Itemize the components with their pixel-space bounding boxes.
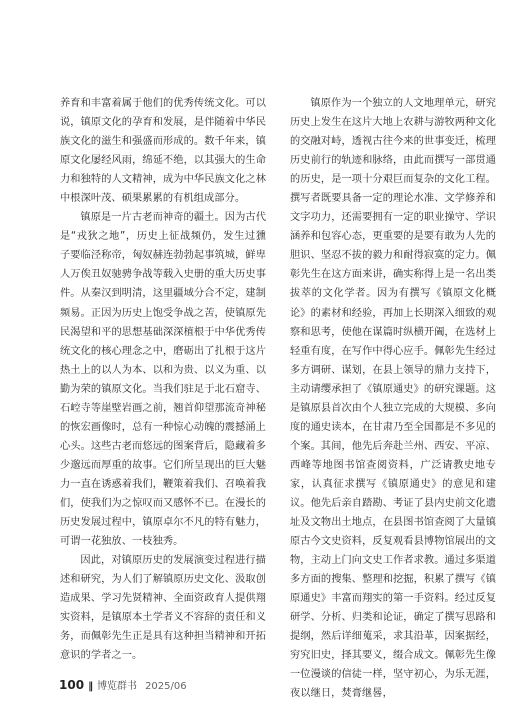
page-number: 100	[59, 678, 85, 692]
magazine-name: 博览群书	[97, 681, 138, 692]
left-text-column	[60, 94, 266, 665]
right-text-column	[290, 94, 496, 704]
body-paragraph: 镇原是一片古老而神奇的疆土。因为古代是“戎狄之地”，历史上征战频仍，发生过獯子要临泾称帝，匈奴赫连勃勃起事筑城，鲜卑人万俟丑奴驰骋争战等载入史册的重大历史事件。从秦汉到明清，这里疆域分合不定，建制频易。正因为历史上饱受争战之苦，使镇原先民渴望和平的思想基础深深植根于中华优秀传统文化的核心理念之中，磨砺出了扎根于这片热土上的以人为本、以和为贵、以义为重、以勤为荣的镇原文化。当我们驻足于北石窟寺、石崆寺等崖壁岩画之前，翘首仰望那流奇神秘的恢宏画像时，总有一种惊心动魄的震撼涌上心头。这些古老而悠远的图案背后，隐藏着多少邈远而厚重的故事。它们所呈现出的巨大魅力一直在诱惑着我们，鞭策着我们、召唤着我们，使我们为之惊叹而又感怀不已。在漫长的历史发展过程中，镇原卓尔不凡的特有魅力，可谓一花独放、一枝独秀。	[60, 212, 266, 548]
issue-date: 2025/06	[145, 681, 187, 692]
footer-separator: ‖	[88, 681, 94, 692]
page-footer	[59, 677, 187, 692]
body-paragraph: 镇原作为一个独立的人文地理单元，研究历史上发生在这片大地上农耕与游牧两种文化的交融对峙，透视古往今来的世事变迁，梳理历史前行的轨迹和脉络，由此而撰写一部贯通的历史，是一项十分艰巨而复杂的文化工程。撰写者既要具备一定的理论水准、文学修养和文字功力，还需要拥有一定的职业操守、学识涵养和包容心态，更重要的是要有敢为人先的胆识、坚忍不拔的毅力和耐得寂寞的定力。佩彰先生在这方面来讲，确实称得上是一名出类拔萃的文化学者。因为有撰写《镇原文化概论》的素材和经验，再加上长期深入细致的观察和思考，使他在谋篇时纵横开阖，在选材上轻重有度，在写作中得心应手。佩彰先生经过多方调研、谋划，在县上领导的鼎力支持下，主动请缨承担了《镇原通史》的研究课题。这是镇原县首次由个人独立完成的大规模、多向度的通史读本，在甘肃乃至全国都是不多见的个案。其间，他先后奔赴兰州、西安、平凉、西峰等地图书馆查阅资料，广泛请教史地专家，认真征求撰写《镇原通史》的意见和建议。他先后亲自踏勘、考证了县内史前文化遗址及文物出土地点，在县图书馆查阅了大量镇原古今文史资料，反复观看县博物馆展出的文物，主动上门向文史工作者求教。通过多渠道多方面的搜集、整理和挖掘，积累了撰写《镇原通史》丰富而翔实的第一手资料。经过反复研学、分析、归类和论证，确定了撰写思路和提纲，然后详细蒐采，求其沿革，因案据经，穷究旧史，择其要义，缀合成文。佩彰先生像一位漫谈的信徒一样，坚守初心，为乐无涯，夜以继日，焚膏继晷，	[290, 98, 496, 700]
body-paragraph: 因此，对镇原历史的发展演变过程进行描述和研究，为人们了解镇原历史文化、汲取创造成果、学习先贤精神、全面资政育人提供翔实资料，是镇原本土学者义不容辞的责任和义务，而佩彰先生正是具有这种担当精神和开拓意识的学者之一。	[60, 555, 266, 662]
body-paragraph: 养育和丰富着属于他们的优秀传统文化。可以说，镇原文化的孕育和发展，是伴随着中华民族文化的滋生和强盛而形成的。数千年来，镇原文化屡经风雨，绵延不绝，以其强大的生命力和独特的人文精神，成为中华民族文化之林中根深叶茂、硕果累累的有机组成部分。	[60, 98, 266, 205]
